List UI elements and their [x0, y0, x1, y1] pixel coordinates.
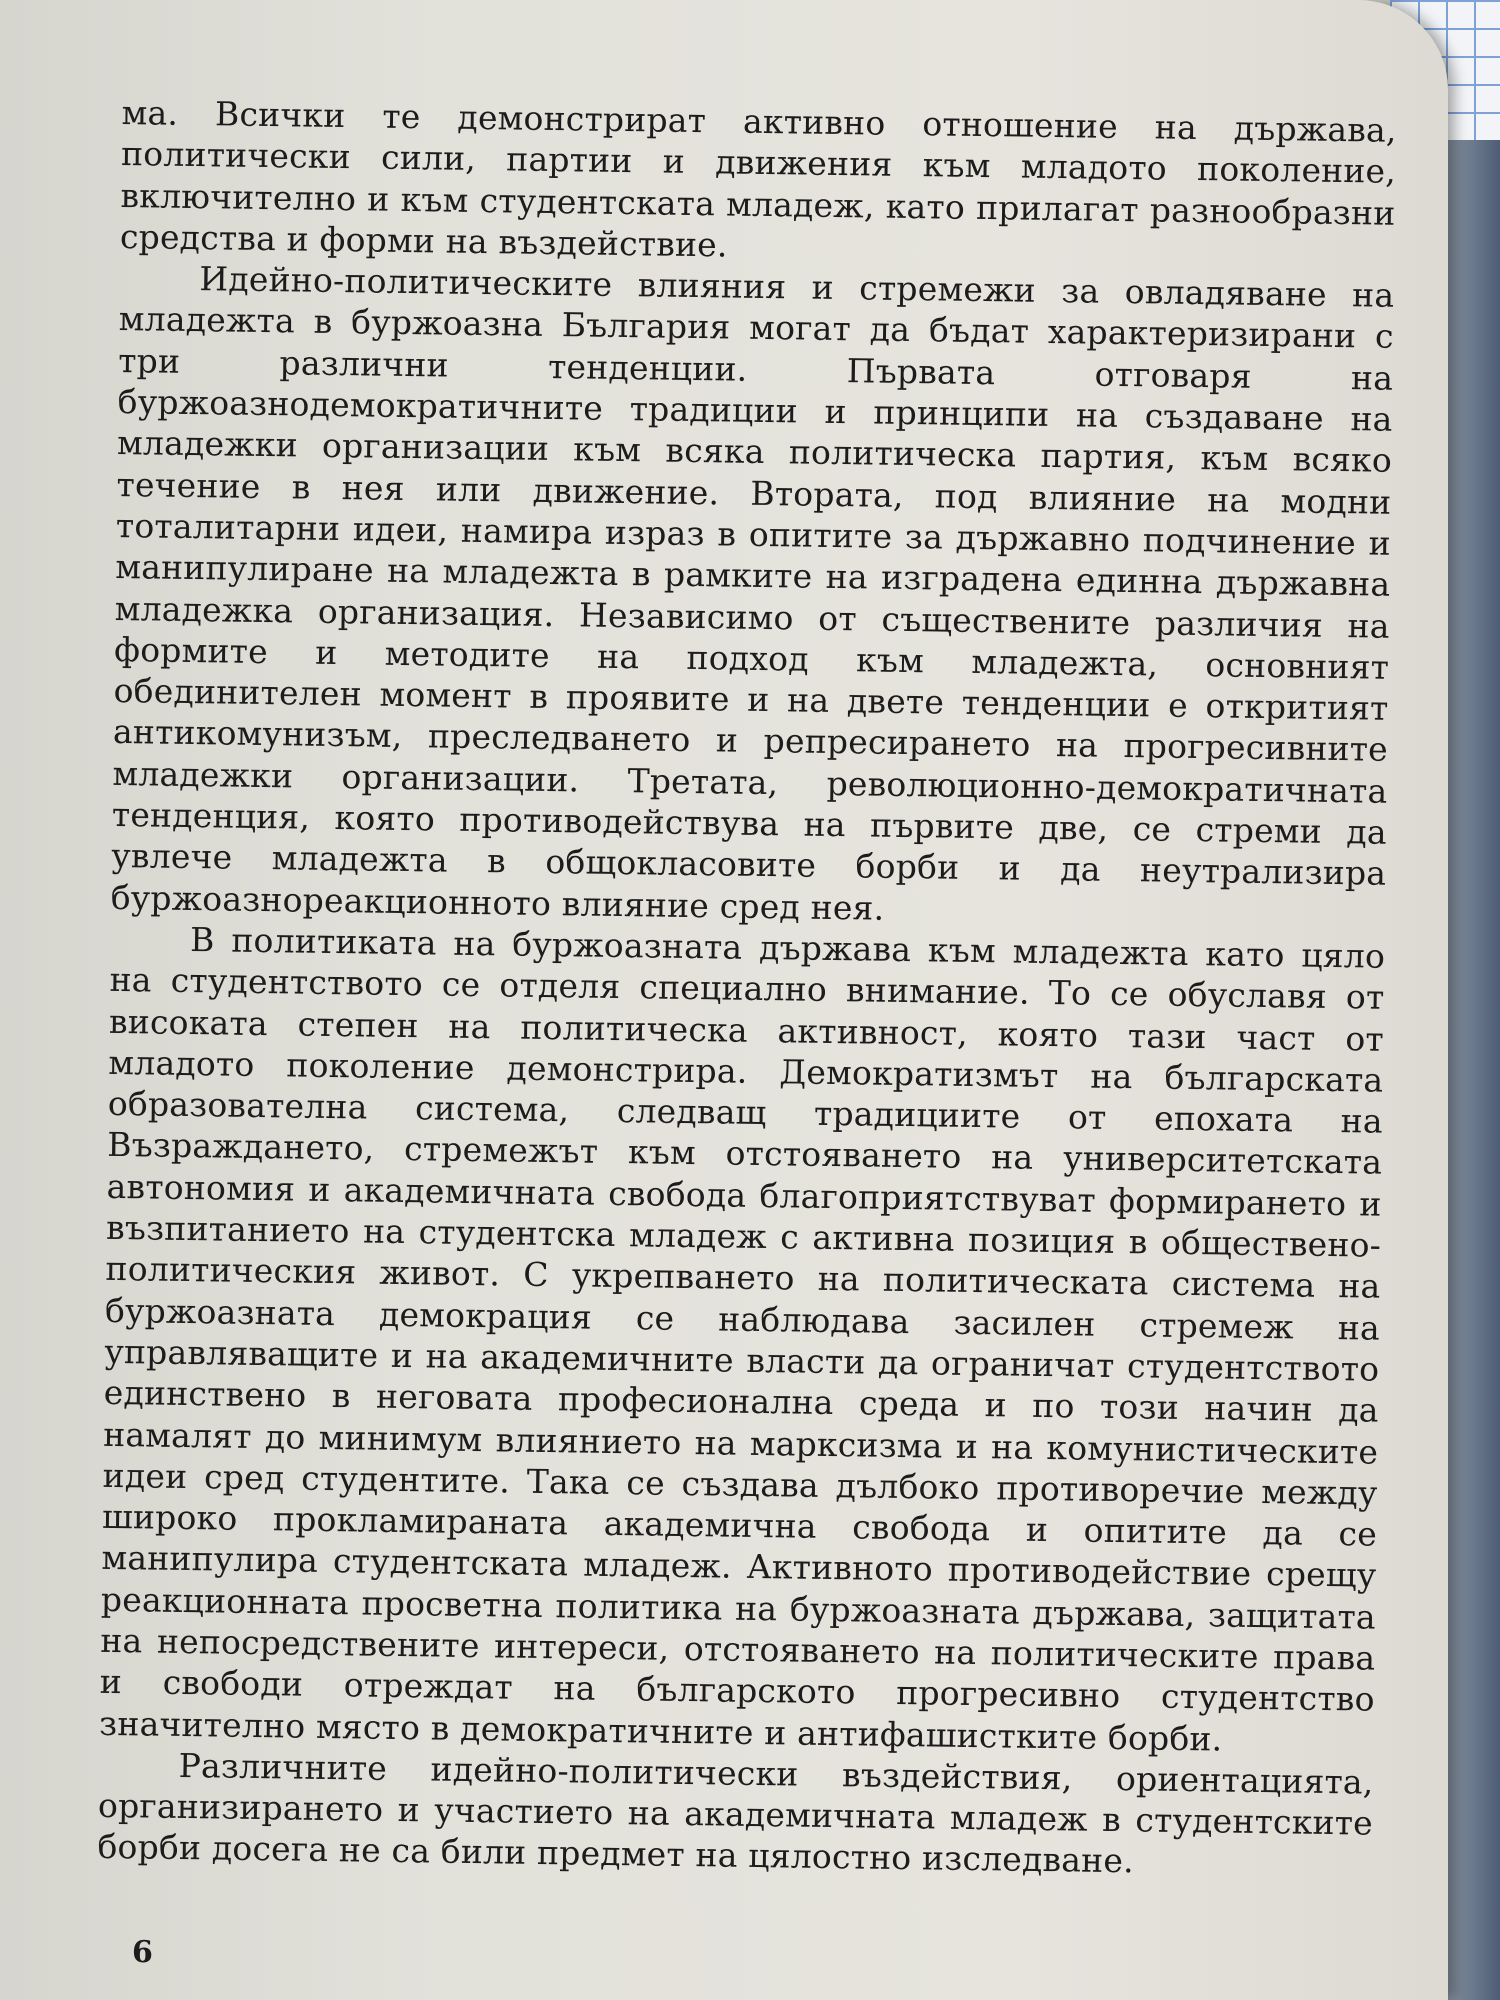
paragraph-4: Различните идейно-политически въздействия, ориентацията, организирането и участието на академичната младеж в студентските борби досега не са били предмет на цялостно изследване. [97, 1745, 1374, 1881]
paragraph-2: Идейно-политическите влияния и стремежи за овладяване на младежта в буржоазна България могат да бъдат характеризирани с три различни тенденции. Първата отговаря на буржоазнодемократичните традиции и принципи на създаване на младежки организации към всяка политическа партия, към всяко течение в нея или движение. Втората, под влияние на модни тоталитарни идеи, намира израз в опитите за държавно подчинение и манипулиране на младежта в рамките на изградена единна държавна младежка организация. Независимо от съществените различия на формите и методите на подход към младежта, основният обединителен момент в проявите и на двете тенденции е откритият антикомунизъм, преследването и репресирането на прогресивните младежки организации. Третата, революционно-демократичната тенденция, която противодействува на първите две, се стреми да увлече младежта в общокласовите борби и да неутрализира буржоазнореакционното влияние сред нея. [110, 259, 1395, 928]
paragraph-3: В политиката на буржоазната държава към младежта като цяло на студентството се отделя специално внимание. То се обуславя от високата степен на политическа активност, която тази част от младото поколение демонстрира. Демократизмът на българската образователна система, следващ традициите от епохата на Възраждането, стремежът към отстояването на университетската автономия и академичната свобода благоприятствуват формирането и възпитанието на студентска младеж с активна позиция в обществено-политическия живот. С укрепването на политическата система на буржоазната демокрация се наблюдава засилен стремеж на управляващите и на академичните власти да ограничат студентството единствено в неговата професионална среда и по този начин да намалят до минимум влиянието на марксизма и на комунистическите идеи сред студентите. Така се създава дълбоко противоречие между широко прокламираната академична свобода и опитите да се манипулира студентската младеж. Активното противодействие срещу реакционната просветна политика на буржоазната държава, защитата на непосредствените интереси, отстояването на политическите права и свободи отреждат на българското прогресивно студентство значително място в демократичните и антифашистките борби. [98, 919, 1386, 1759]
page-number: 6 [132, 1935, 153, 1970]
paragraph-1: ма. Всички те демонстрират активно отношение на държава, политически сили, партии и движения към младото поколение, включително и към студентската младеж, като прилагат разнообразни средства и форми на въздействие. [119, 92, 1397, 265]
page-text-block [97, 92, 1397, 1885]
